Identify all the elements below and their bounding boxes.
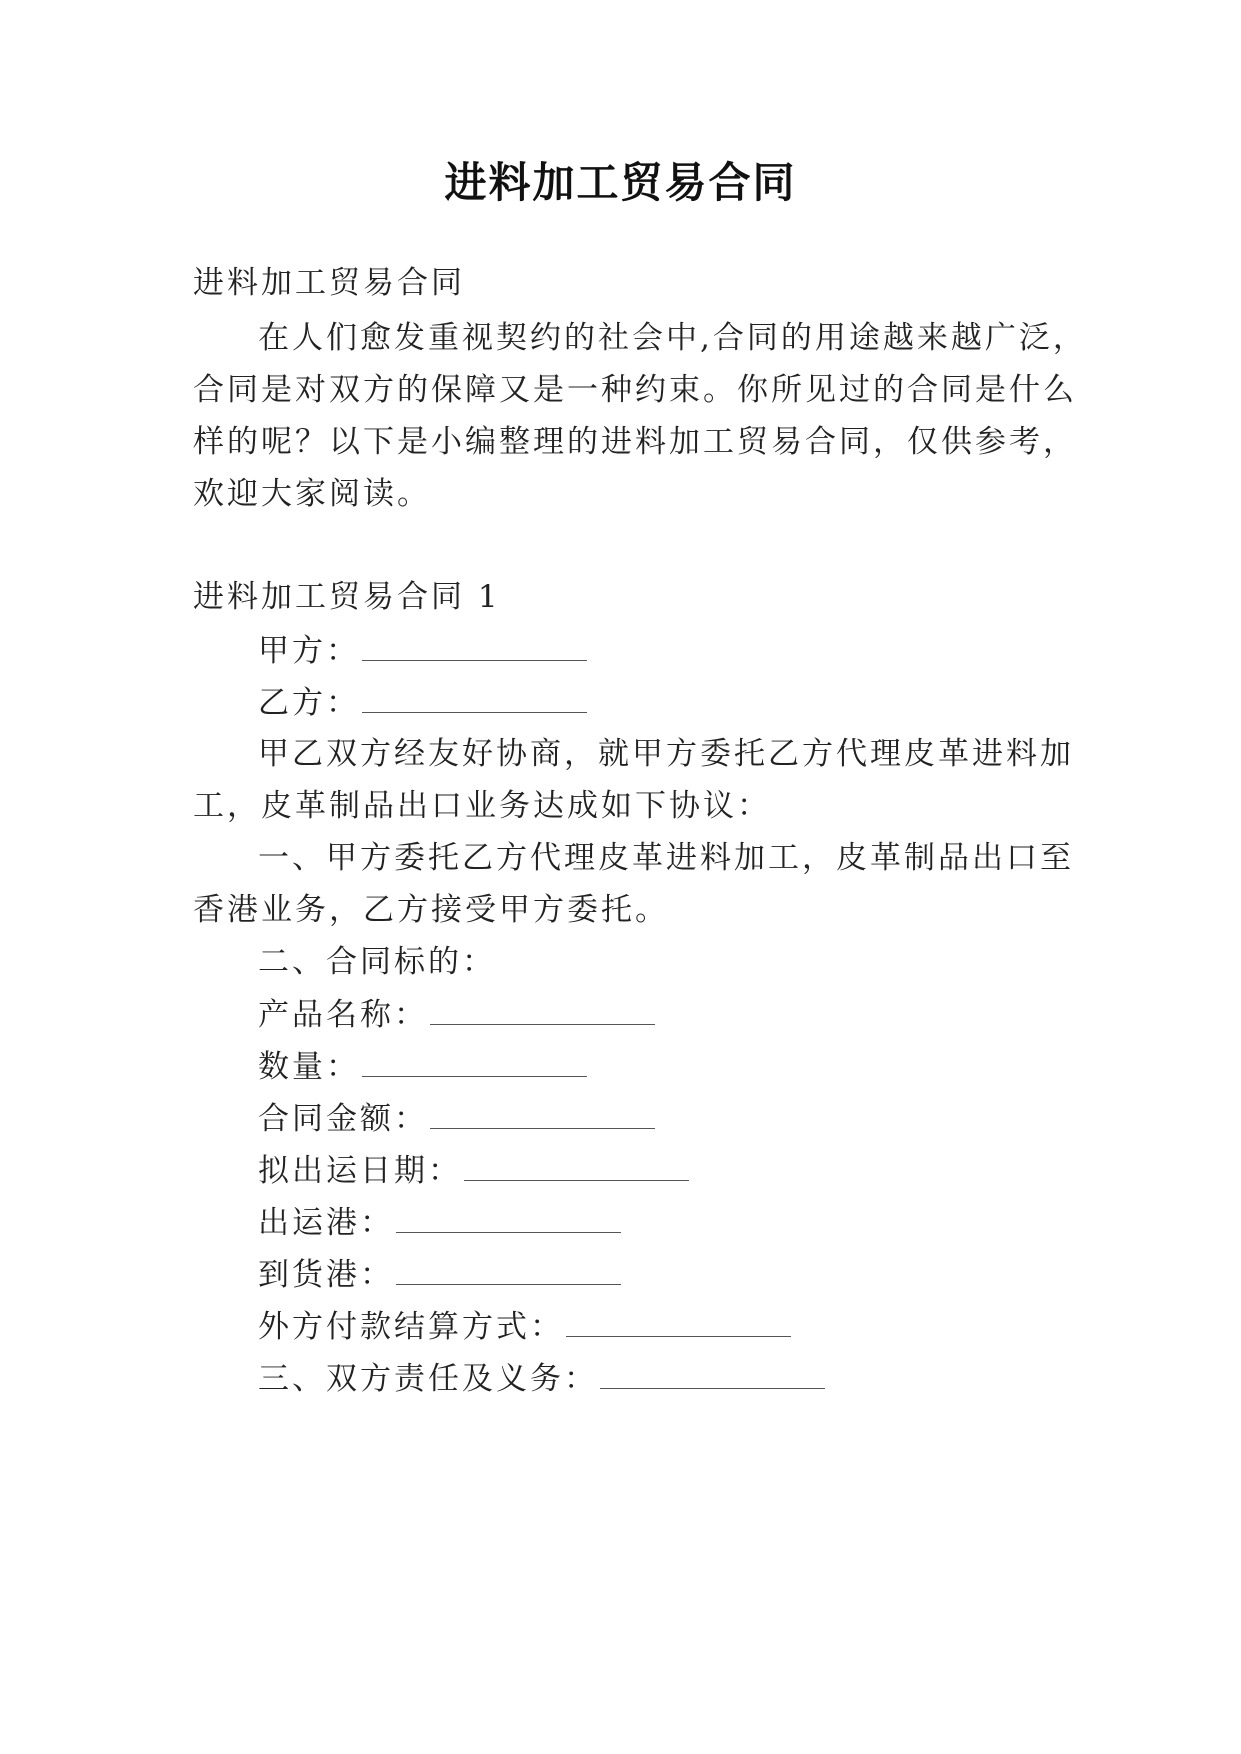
shipment-date-field: [258, 1150, 1138, 1191]
payment-method-label: 外方付款结算方式：: [258, 1309, 564, 1345]
port-of-loading-field: [258, 1202, 1138, 1243]
clause-two-heading: 二、合同标的：: [258, 944, 496, 980]
port-of-loading-label: 出运港：: [258, 1205, 394, 1241]
party-a-field: [258, 630, 1138, 671]
product-name-field: [258, 994, 1138, 1035]
intro-line-2: 合同是对双方的保障又是一种约束。你所见过的合同是什么: [193, 372, 1077, 408]
party-b-label: 乙方：: [258, 685, 360, 721]
port-of-destination-label: 到货港：: [258, 1257, 394, 1293]
port-of-destination-field: [258, 1254, 1138, 1295]
section-heading: 进料加工贸易合同 1: [193, 579, 501, 615]
party-b-blank: [362, 682, 587, 713]
document-subtitle: 进料加工贸易合同: [193, 265, 465, 301]
party-a-blank: [362, 630, 587, 661]
clause-one-line-2: 香港业务，乙方接受甲方委托。: [193, 892, 669, 928]
intro-line-3: 样的呢？以下是小编整理的进料加工贸易合同，仅供参考，: [193, 424, 1077, 460]
intro-line-1: 在人们愈发重视契约的社会中,合同的用途越来越广泛，: [258, 320, 1087, 356]
product-name-label: 产品名称：: [258, 997, 428, 1033]
party-a-label: 甲方：: [258, 633, 360, 669]
shipment-date-blank: [464, 1150, 689, 1181]
quantity-label: 数量：: [258, 1049, 360, 1085]
clause-three-field: [258, 1358, 1138, 1399]
shipment-date-label: 拟出运日期：: [258, 1153, 462, 1189]
product-name-blank: [430, 994, 655, 1025]
port-of-loading-blank: [396, 1202, 621, 1233]
contract-amount-field: [258, 1098, 1138, 1139]
contract-amount-blank: [430, 1098, 655, 1129]
agreement-line-1: 甲乙双方经友好协商，就甲方委托乙方代理皮革进料加: [258, 736, 1074, 772]
party-b-field: [258, 682, 1138, 723]
clause-one-line-1: 一、甲方委托乙方代理皮革进料加工，皮革制品出口至: [258, 840, 1074, 876]
document-title: 进料加工贸易合同: [444, 158, 797, 207]
clause-three-label: 三、双方责任及义务：: [258, 1361, 598, 1397]
payment-method-field: [258, 1306, 1138, 1347]
clause-three-blank: [600, 1358, 825, 1389]
quantity-field: [258, 1046, 1138, 1087]
agreement-line-2: 工，皮革制品出口业务达成如下协议：: [193, 788, 771, 824]
intro-line-4: 欢迎大家阅读。: [193, 476, 431, 512]
payment-method-blank: [566, 1306, 791, 1337]
port-of-destination-blank: [396, 1254, 621, 1285]
contract-amount-label: 合同金额：: [258, 1101, 428, 1137]
quantity-blank: [362, 1046, 587, 1077]
